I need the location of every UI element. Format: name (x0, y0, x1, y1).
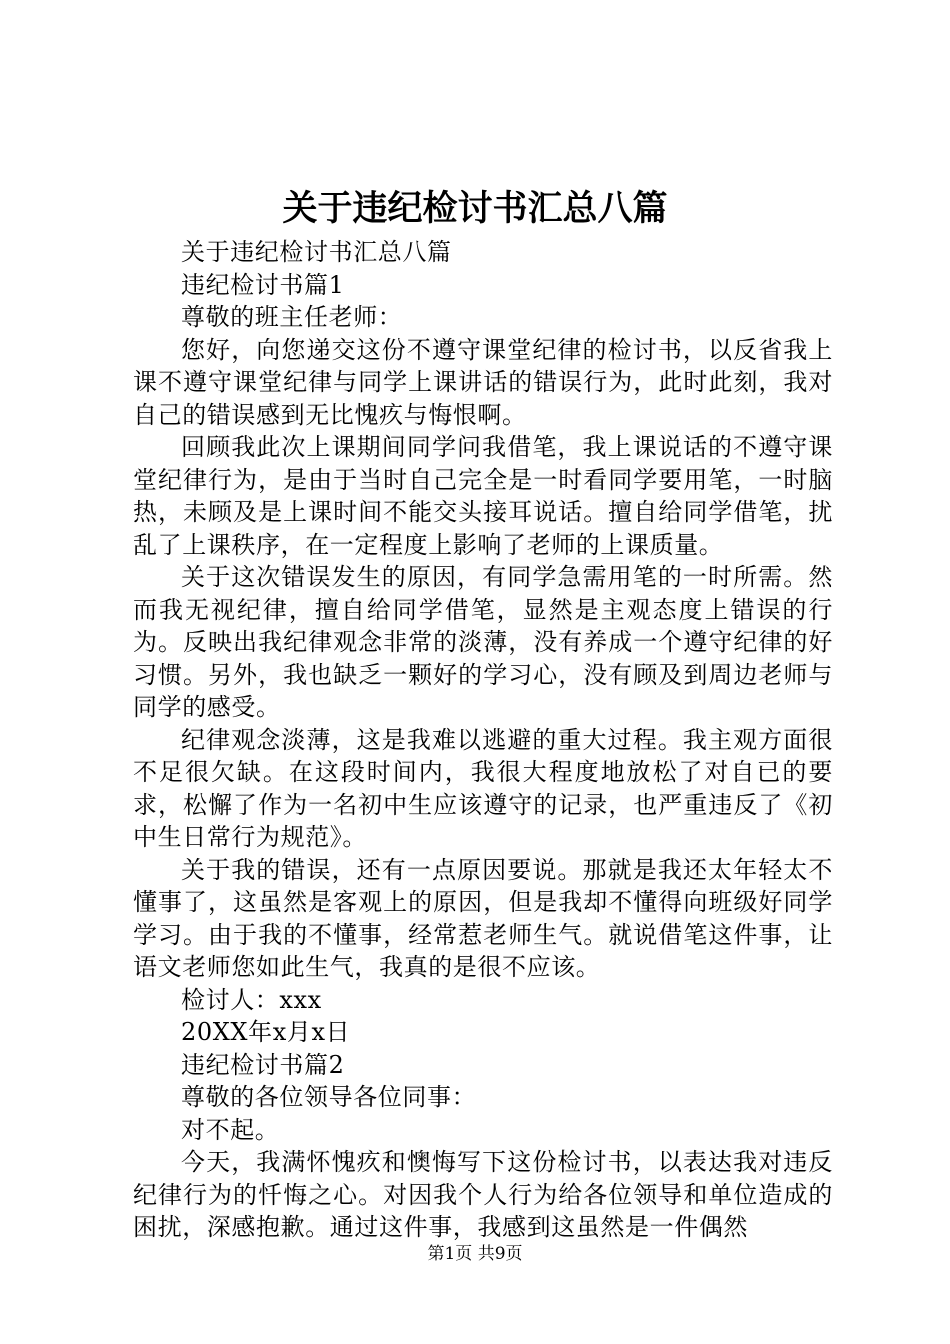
paragraph: 检讨人：xxx (181, 985, 322, 1014)
paragraph: 对不起。 (181, 1115, 280, 1144)
paragraph: 关于违纪检讨书汇总八篇 (181, 238, 452, 266)
document-title: 关于违纪检讨书汇总八篇 (282, 189, 668, 229)
document-body (133, 236, 833, 1244)
paragraph: 今天，我满怀愧疚和懊悔写下这份检讨书，以表达我对违反纪律行为的忏悔之心。对因我个人行为给各位领导和单位造成的困扰，深感抱歉。通过这件事，我感到这虽然是一件偶然 (133, 1148, 833, 1241)
paragraph: 违纪检讨书篇2 (181, 1050, 345, 1079)
paragraph: 尊敬的各位领导各位同事： (181, 1083, 477, 1111)
paragraph: 纪律观念淡薄，这是我难以逃避的重大过程。我主观方面很不足很欠缺。在这段时间内，我很大程度地放松了对自已的要求，松懈了作为一名初中生应该遵守的记录，也严重违反了《初中生日常行为规范》。 (133, 725, 833, 851)
paragraph: 尊敬的班主任老师： (181, 303, 403, 331)
paragraph: 20XX年x月x日 (181, 1018, 351, 1046)
paragraph: 违纪检讨书篇1 (181, 270, 345, 299)
paragraph: 关于这次错误发生的原因，有同学急需用笔的一时所需。然而我无视纪律，擅自给同学借笔，显然是主观态度上错误的行为。反映出我纪律观念非常的淡薄，没有养成一个遵守纪律的好习惯。另外，我也缺乏一颗好的学习心，没有顾及到周边老师与同学的感受。 (133, 563, 833, 721)
paragraph: 您好，向您递交这份不遵守课堂纪律的检讨书，以反省我上课不遵守课堂纪律与同学上课讲话的错误行为，此时此刻，我对自己的错误感到无比愧疚与悔恨啊。 (133, 335, 833, 429)
page-number-footer: 第1页 共9页 (427, 1244, 523, 1264)
paragraph: 回顾我此次上课期间同学问我借笔，我上课说话的不遵守课堂纪律行为，是由于当时自己完全是一时看同学要用笔，一时脑热，未顾及是上课时间不能交头接耳说话。擅自给同学借笔，扰乱了上课秩序，在一定程度上影响了老师的上课质量。 (133, 433, 833, 559)
paragraph: 关于我的错误，还有一点原因要说。那就是我还太年轻太不懂事了，这虽然是客观上的原因，但是我却不懂得向班级好同学学习。由于我的不懂事，经常惹老师生气。就说借笔这件事，让语文老师您如此生气，我真的是很不应该。 (133, 855, 833, 981)
